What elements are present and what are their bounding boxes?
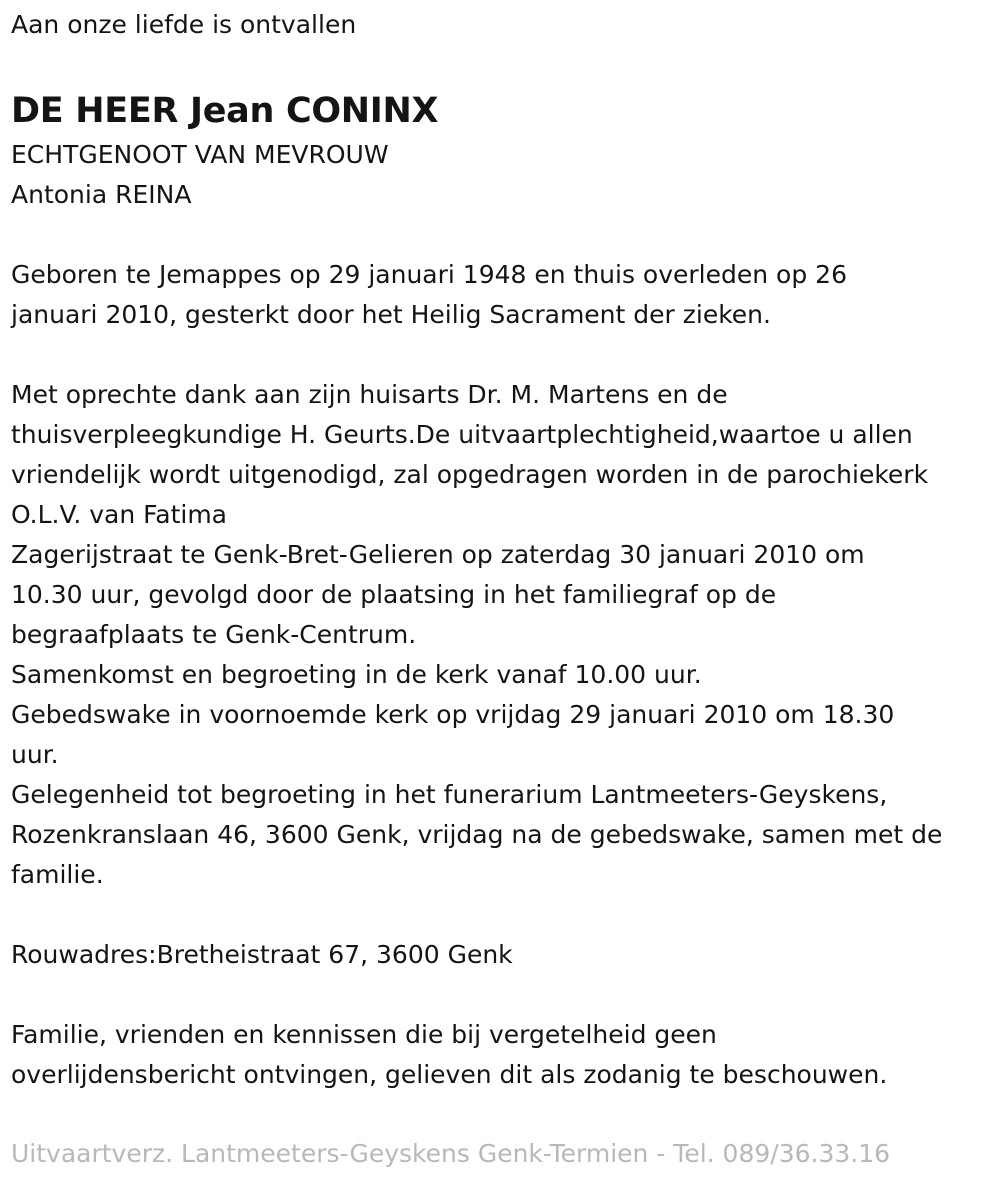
paragraph-line: thuisverpleegkundige H. Geurts.De uitvaartplechtigheid,waartoe u allen bbox=[11, 420, 913, 449]
spacer bbox=[11, 45, 996, 85]
spacer bbox=[11, 895, 996, 935]
spouse-label: ECHTGENOOT VAN MEVROUW bbox=[11, 140, 389, 169]
paragraph-line: begraafplaats te Genk-Centrum. bbox=[11, 620, 417, 649]
paragraph-line: O.L.V. van Fatima bbox=[11, 500, 227, 529]
paragraph-line: Met oprechte dank aan zijn huisarts Dr. M. Martens en de bbox=[11, 380, 728, 409]
paragraph-line: Gebedswake in voornoemde kerk op vrijdag 29 januari 2010 om 18.30 bbox=[11, 700, 895, 729]
deceased-name: DE HEER Jean CONINX bbox=[11, 91, 439, 131]
obituary-notice bbox=[11, 0, 996, 1095]
paragraph-line: Geboren te Jemappes op 29 januari 1948 en thuis overleden op 26 bbox=[11, 260, 847, 289]
ceremony-details-paragraph bbox=[11, 375, 996, 895]
paragraph-line: januari 2010, gesterkt door het Heilig Sacrament der zieken. bbox=[11, 300, 771, 329]
paragraph-line: Samenkomst en begroeting in de kerk vanaf 10.00 uur. bbox=[11, 660, 702, 689]
mourning-address: Rouwadres:Bretheistraat 67, 3600 Genk bbox=[11, 940, 513, 969]
spacer bbox=[11, 215, 996, 255]
paragraph-line: Rozenkranslaan 46, 3600 Genk, vrijdag na de gebedswake, samen met de bbox=[11, 820, 943, 849]
paragraph-line: overlijdensbericht ontvingen, gelieven dit als zodanig te beschouwen. bbox=[11, 1060, 888, 1089]
paragraph-line: Gelegenheid tot begroeting in het funerarium Lantmeeters-Geyskens, bbox=[11, 780, 888, 809]
closing-paragraph bbox=[11, 1015, 996, 1095]
paragraph-line: familie. bbox=[11, 860, 104, 889]
paragraph-line: Zagerijstraat te Genk-Bret-Gelieren op zaterdag 30 januari 2010 om bbox=[11, 540, 865, 569]
paragraph-line: uur. bbox=[11, 740, 59, 769]
paragraph-line: Familie, vrienden en kennissen die bij vergetelheid geen bbox=[11, 1020, 717, 1049]
spacer bbox=[11, 335, 996, 375]
spacer bbox=[11, 975, 996, 1015]
birth-death-paragraph bbox=[11, 255, 996, 335]
paragraph-line: vriendelijk wordt uitgenodigd, zal opgedragen worden in de parochiekerk bbox=[11, 460, 929, 489]
funeral-home-footer: Uitvaartverz. Lantmeeters-Geyskens Genk-Termien - Tel. 089/36.33.16 bbox=[11, 1139, 891, 1168]
intro-text: Aan onze liefde is ontvallen bbox=[11, 10, 357, 39]
spouse-name: Antonia REINA bbox=[11, 180, 192, 209]
paragraph-line: 10.30 uur, gevolgd door de plaatsing in het familiegraf op de bbox=[11, 580, 777, 609]
